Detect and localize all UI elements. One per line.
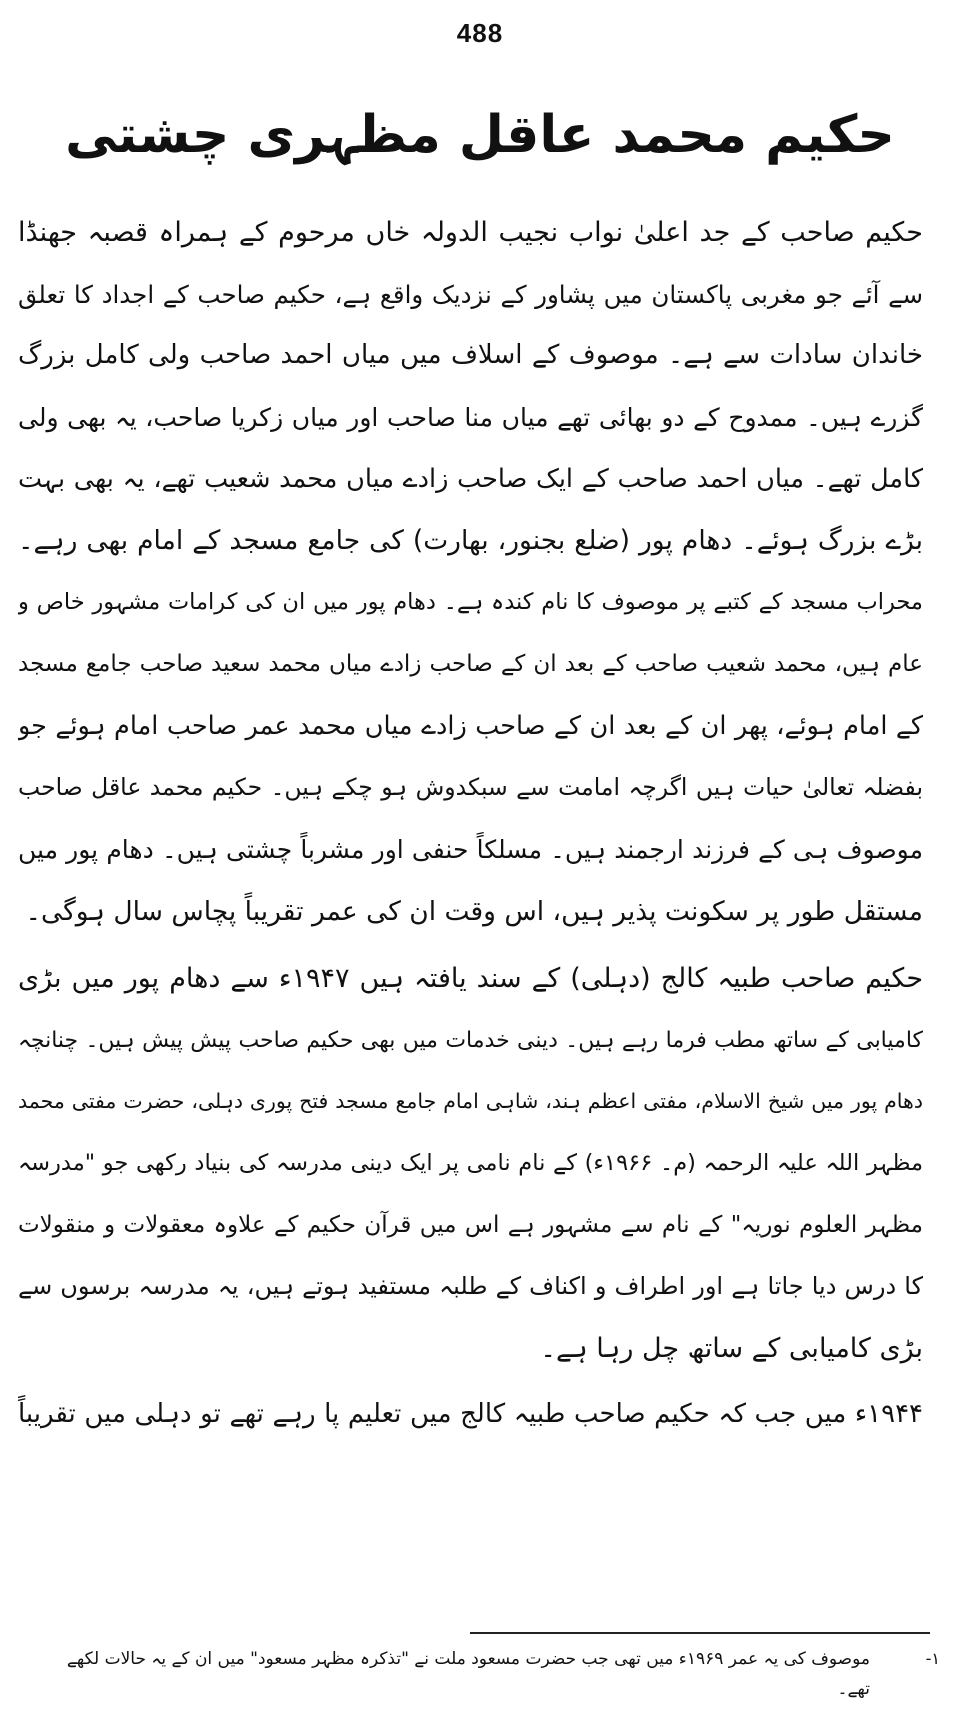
paragraph-3 <box>18 1384 923 1446</box>
text-line: عام ہیں، محمد شعیب صاحب کے بعد ان کے صاحب زادے میاں محمد سعید صاحب جامع مسجد <box>18 650 923 677</box>
text-line: کامیابی کے ساتھ مطب فرما رہے ہیں۔ دینی خدمات میں بھی حکیم صاحب پیش پیش ہیں۔ چنانچہ <box>18 1027 923 1053</box>
footnote-line: تھے۔ <box>837 1679 870 1699</box>
text-line: محراب مسجد کے کتبے پر موصوف کا نام کندہ ہے۔ دھام پور میں ان کی کرامات مشہور خاص و <box>18 589 923 616</box>
footnote <box>30 1644 940 1704</box>
text-line: دھام پور میں شیخ الاسلام، مفتی اعظم ہند، شاہی امام جامع مسجد فتح پوری دہلی، حضرت مفتی محمد <box>18 1089 923 1114</box>
text-line: خاندان سادات سے ہے۔ موصوف کے اسلاف میں میاں احمد صاحب ولی کامل بزرگ <box>18 340 923 371</box>
text-line: موصوف ہی کے فرزند ارجمند ہیں۔ مسلکاً حنفی اور مشرباً چشتی ہیں۔ دھام پور میں <box>18 834 923 864</box>
paragraph-1 <box>18 202 923 942</box>
paragraph-2 <box>18 948 923 1380</box>
text-line: مظہر العلوم نوریہ" کے نام سے مشہور ہے اس میں قرآن حکیم کے علاوہ معقولات و منقولات <box>18 1211 923 1238</box>
text-line: سے آئے جو مغربی پاکستان میں پشاور کے نزدیک واقع ہے، حکیم صاحب کے اجداد کا تعلق <box>18 279 923 309</box>
text-line: ۱۹۴۴ء میں جب کہ حکیم صاحب طبیہ کالج میں تعلیم پا رہے تھے تو دہلی میں تقریباً <box>18 1399 923 1429</box>
footnote-divider <box>470 1632 930 1634</box>
page-number: 488 <box>456 18 504 48</box>
text-line: کا درس دیا جاتا ہے اور اطراف و اکناف کے طلبہ مستفید ہوتے ہیں، یہ مدرسہ برسوں سے <box>18 1272 923 1301</box>
text-line: بڑی کامیابی کے ساتھ چل رہا ہے۔ <box>540 1333 923 1365</box>
text-line: گزرے ہیں۔ ممدوح کے دو بھائی تھے میاں منا صاحب اور میاں زکریا صاحب، یہ بھی ولی <box>18 403 923 433</box>
text-line: کے امام ہوئے، پھر ان کے بعد ان کے صاحب زادے میاں محمد عمر صاحب امام ہوئے جو <box>18 710 923 741</box>
text-line: کامل تھے۔ میاں احمد صاحب کے ایک صاحب زادے میاں محمد شعیب تھے، یہ بھی بہت <box>18 463 923 494</box>
text-line: مستقل طور پر سکونت پذیر ہیں، اس وقت ان کی عمر تقریباً پچاس سال ہوگی۔ <box>25 895 923 927</box>
footnote-marker: ۱- <box>925 1649 940 1668</box>
text-line: حکیم صاحب طبیہ کالج (دہلی) کے سند یافتہ ہیں ۱۹۴۷ء سے دھام پور میں بڑی <box>18 963 923 994</box>
footnote-line: موصوف کی یہ عمر ۱۹۶۹ء میں تھی جب حضرت مسعود ملت نے "تذکرہ مظہر مسعود" میں ان کے یہ حالات لکھے <box>66 1649 870 1669</box>
text-line: مظہر اللہ علیہ الرحمہ (م۔ ۱۹۶۶ء) کے نام نامی پر ایک دینی مدرسہ کی بنیاد رکھی جو "مدرسہ <box>18 1150 923 1177</box>
page-title: حکیم محمد عاقل مظہری چشتی <box>65 105 895 165</box>
text-line: بفضلہ تعالیٰ حیات ہیں اگرچہ امامت سے سبکدوش ہو چکے ہیں۔ حکیم محمد عاقل صاحب <box>18 773 923 802</box>
text-line: بڑے بزرگ ہوئے۔ دھام پور (ضلع بجنور، بھارت) کی جامع مسجد کے امام بھی رہے۔ <box>18 525 923 557</box>
text-line: حکیم صاحب کے جد اعلیٰ نواب نجیب الدولہ خاں مرحوم کے ہمراہ قصبہ جھنڈا <box>18 217 923 248</box>
